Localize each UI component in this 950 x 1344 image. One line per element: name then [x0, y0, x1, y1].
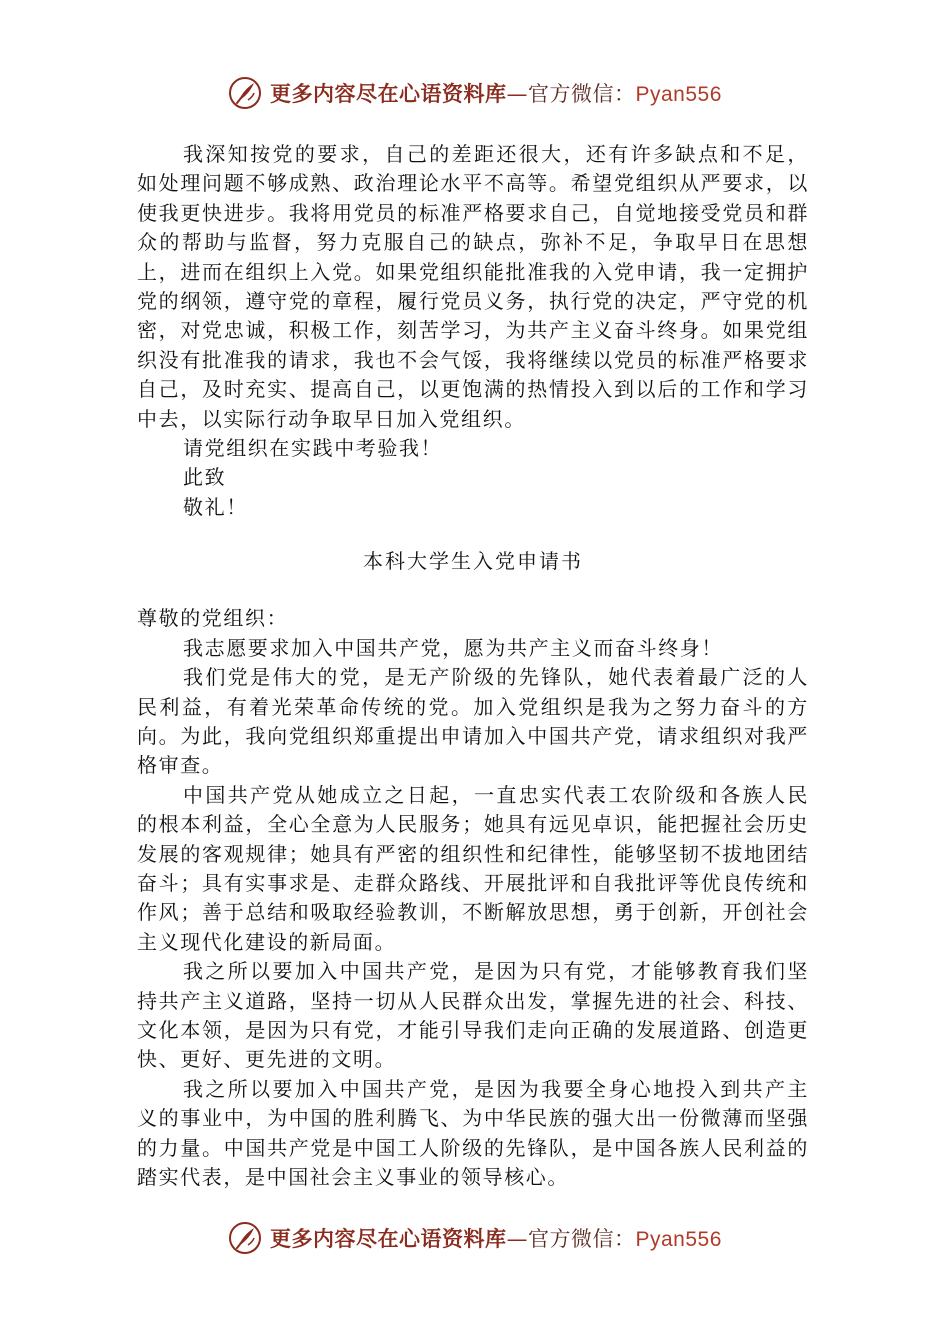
banner-main-text: 更多内容尽在心语资料库: [270, 82, 507, 106]
document-title: 本科大学生入党申请书: [363, 549, 583, 574]
banner-wechat-id: Pyan556: [635, 83, 722, 106]
document-body: [137, 140, 809, 1192]
header-banner: [228, 73, 722, 113]
paragraph: 我深知按党的要求，自己的差距还很大，还有许多缺点和不足，如处理问题不够成熟、政治理论水平不高等。希望党组织从严要求，以使我更快进步。我将用党员的标准严格要求自己，自觉地接受党员和群众的帮助与监督，努力克服自己的缺点，弥补不足，争取早日在思想上，进而在组织上入党。如果党组织能批准我的入党申请，我一定拥护党的纲领，遵守党的章程，履行党员义务，执行党的决定，严守党的机密，对党忠诚，积极工作，刻苦学习，为共产主义奋斗终身。如果党组织没有批准我的请求，我也不会气馁，我将继续以党员的标准严格要求自己，及时充实、提高自己，以更饱满的热情投入到以后的工作和学习中去，以实际行动争取早日加入党组织。: [137, 142, 809, 431]
pen-feather-logo-icon: [228, 76, 262, 110]
banner-wechat-id: Pyan556: [635, 1228, 722, 1251]
banner-wechat-label: 官方微信：: [528, 82, 636, 106]
paragraph: 请党组织在实践中考验我！: [183, 436, 443, 461]
banner-text: [270, 78, 722, 108]
footer-banner: [228, 1218, 722, 1258]
banner-separator: —: [506, 1227, 528, 1251]
banner-separator: —: [506, 82, 528, 106]
banner-wechat-label: 官方微信：: [528, 1227, 636, 1251]
paragraph: 中国共产党从她成立之日起，一直忠实代表工农阶级和各族人民的根本利益，全心全意为人民服务；她具有远见卓识，能把握社会历史发展的客观规律；她具有严密的组织性和纪律性，能够坚韧不拔地团结奋斗；具有实事求是、走群众路线、开展批评和自我批评等优良传统和作风；善于总结和吸取经验教训，不断解放思想，勇于创新，开创社会主义现代化建设的新局面。: [137, 782, 809, 954]
closing-greeting: 此致: [183, 465, 227, 490]
paragraph: 我们党是伟大的党，是无产阶级的先锋队，她代表着最广泛的人民利益，有着光荣革命传统的党。加入党组织是我为之努力奋斗的方向。为此，我向党组织郑重提出申请加入中国共产党，请求组织对我严格审查。: [137, 665, 809, 778]
paragraph: 我之所以要加入中国共产党，是因为我要全身心地投入到共产主义的事业中，为中国的胜利腾飞、为中华民族的强大出一份微薄而坚强的力量。中国共产党是中国工人阶级的先锋队，是中国各族人民利益的踏实代表，是中国社会主义事业的领导核心。: [137, 1076, 809, 1189]
closing-salute: 敬礼！: [183, 494, 248, 519]
pen-feather-logo-icon: [228, 1221, 262, 1255]
banner-text: [270, 1223, 722, 1253]
salutation: 尊敬的党组织：: [137, 606, 289, 631]
paragraph: 我志愿要求加入中国共产党，愿为共产主义而奋斗终身！: [183, 635, 723, 660]
banner-main-text: 更多内容尽在心语资料库: [270, 1227, 507, 1251]
paragraph: 我之所以要加入中国共产党，是因为只有党，才能够教育我们坚持共产主义道路，坚持一切从人民群众出发，掌握先进的社会、科技、文化本领，是因为只有党，才能引导我们走向正确的发展道路、创造更快、更好、更先进的文明。: [137, 959, 809, 1072]
